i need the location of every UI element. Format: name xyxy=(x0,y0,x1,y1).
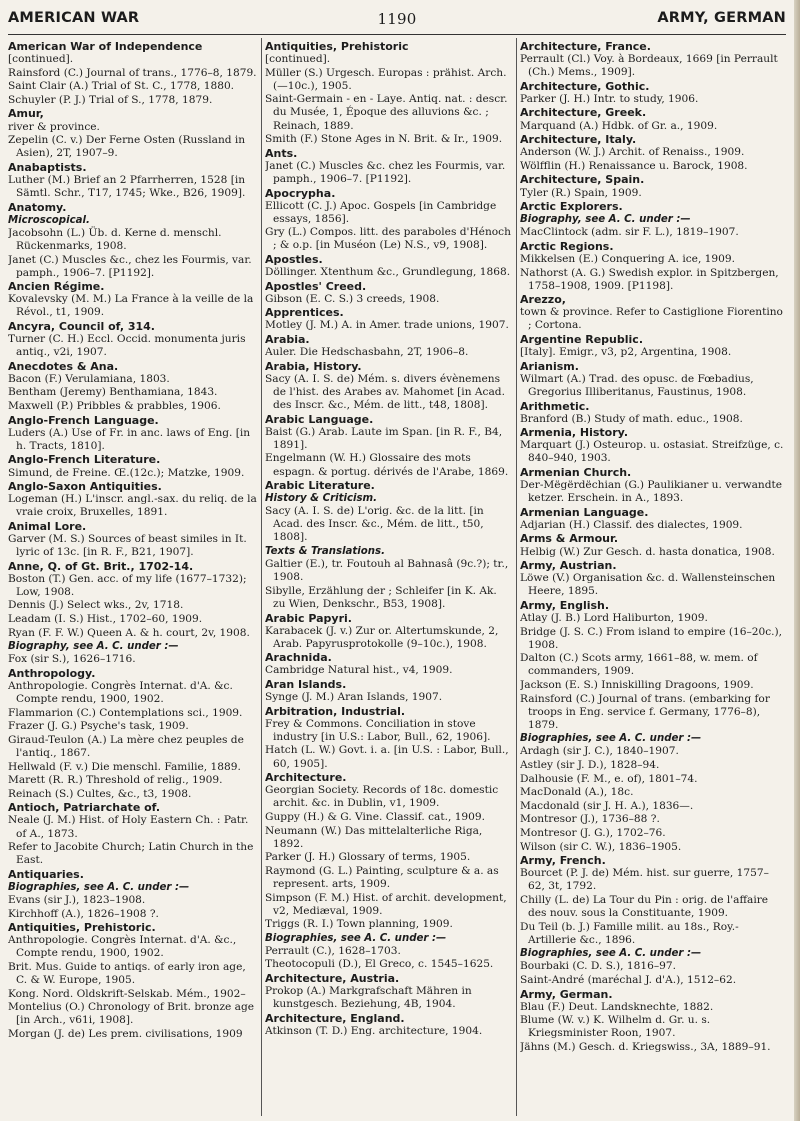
catalogue-entry: Ellicott (C. J.) Apoc. Gospels [in Cambridge essays, 1856]. xyxy=(265,199,497,225)
catalogue-entry: Prokop (A.) Markgrafschaft Mähren in kunstgesch. Beziehung, 4B, 1904. xyxy=(265,985,472,1011)
catalogue-entry: Kong. Nord. Oldskrift-Selskab. Mém., 1902– xyxy=(8,987,246,1000)
catalogue-entry: Ardagh (sir J. C.), 1840–1907. xyxy=(520,745,679,758)
catalogue-entry: Anthropologie. Congrès Internat. d'A. &c. Compte rendu, 1900, 1902. xyxy=(8,680,233,706)
subject-heading: Anglo-French Language. xyxy=(8,413,159,427)
catalogue-entry: Karabacek (J. v.) Zur or. Altertumskunde, 2, Arab. Papyrusprotokolle (9–10c.), 1908. xyxy=(265,624,499,650)
catalogue-entry: Marquand (A.) Hdbk. of Gr. a., 1909. xyxy=(520,119,718,132)
catalogue-entry: Janet (C.) Muscles &c. chez les Fourmis, var. pamph., 1906–7. [P1192]. xyxy=(265,159,506,185)
subject-heading: Animal Lore. xyxy=(8,519,87,533)
catalogue-entry: Simund, de Freine. Œ.(12c.); Matzke, 1909. xyxy=(8,466,245,479)
catalogue-entry: Synge (J. M.) Aran Islands, 1907. xyxy=(265,691,443,704)
catalogue-entry: Du Teil (b. J.) Famille milit. au 18s., Roy.-Artillerie &c., 1896. xyxy=(520,920,739,946)
subject-heading: Arezzo, xyxy=(520,293,566,307)
subject-heading: Arabic Papyri. xyxy=(265,611,352,625)
catalogue-entry: [continued]. xyxy=(8,53,74,66)
subject-heading: Antiquities, Prehistoric xyxy=(265,40,409,53)
subject-heading: Arithmetic. xyxy=(520,399,590,413)
catalogue-entry: Saint-Germain - en - Laye. Antiq. nat. : descr. du Musée, 1, Époque des alluvions &c. ; Reinach, 1889. xyxy=(265,93,508,132)
subject-heading: Anglo-French Literature. xyxy=(8,453,161,467)
catalogue-entry: Sibylle, Erzählung der ; Schleifer [in K. Ak. zu Wien, Denkschr., B53, 1908]. xyxy=(265,584,497,610)
subject-heading: Arabic Language. xyxy=(265,412,374,426)
catalogue-entry: MacClintock (adm. sir F. L.), 1819–1907. xyxy=(520,226,739,239)
catalogue-entry: Flammarion (C.) Contemplations sci., 1909. xyxy=(8,706,243,719)
catalogue-entry: Simpson (F. M.) Hist. of archit. development, v2, Mediæval, 1909. xyxy=(265,891,507,917)
catalogue-entry: Luders (A.) Use of Fr. in anc. laws of Eng. [in h. Tracts, 1810]. xyxy=(8,426,251,452)
subject-heading: Apprentices. xyxy=(265,306,344,320)
header-right-title: ARMY, GERMAN xyxy=(657,10,786,26)
subject-heading: Apostles. xyxy=(265,253,323,266)
catalogue-entry: Reinach (S.) Cultes, &c., t3, 1908. xyxy=(8,787,192,800)
catalogue-entry: Baist (G.) Arab. Laute im Span. [in R. F., B4, 1891]. xyxy=(265,425,503,451)
catalogue-entry: Perrault (C.), 1628–1703. xyxy=(265,944,401,957)
subject-heading: Antioch, Patriarchate of. xyxy=(8,801,161,815)
catalogue-entry: Auler. Die Hedschasbahn, 2T, 1906–8. xyxy=(265,346,469,359)
catalogue-entry: Mikkelsen (E.) Conquering A. ice, 1909. xyxy=(520,253,736,265)
catalogue-entry: Saint Clair (A.) Trial of St. C., 1778, 1880. xyxy=(8,80,235,93)
subject-heading: Anatomy. xyxy=(8,200,67,214)
catalogue-entry: Rainsford (C.) Journal of trans., 1776–8, 1879. xyxy=(8,66,257,79)
running-header xyxy=(8,10,786,32)
catalogue-entry: Bridge (J. S. C.) From island to empire (16–20c.), 1908. xyxy=(520,625,783,651)
catalogue-entry: town & province. Refer to Castiglione Fiorentino ; Cortona. xyxy=(520,306,783,332)
catalogue-entry: Gry (L.) Compos. litt. des paraboles d'Hénoch ; & o.p. [in Muséon (Le) N.S., v9, 1908]. xyxy=(265,226,511,252)
catalogue-entry: Janet (C.) Muscles &c., chez les Fourmis, var. pamph., 1906–7. [P1192]. xyxy=(8,253,252,279)
subject-heading: Architecture, Austria. xyxy=(265,972,400,986)
catalogue-entry: Tyler (R.) Spain, 1909. xyxy=(520,186,642,199)
subject-heading: Antiquities, Prehistoric. xyxy=(8,921,156,935)
catalogue-entry: Der-Mëgërdëchian (G.) Paulikianer u. verwandte ketzer. Erschein. in A., 1893. xyxy=(520,479,783,505)
subject-heading: Antiquaries. xyxy=(8,867,84,881)
catalogue-entry: Theotocopuli (D.), El Greco, c. 1545–1625. xyxy=(265,958,494,971)
catalogue-entry: Anderson (W. J.) Archit. of Renaiss., 1909. xyxy=(520,146,745,159)
catalogue-entry: Chilly (L. de) La Tour du Pin : orig. de l'affaire des nouv. sous la Constituante, 1909. xyxy=(520,894,769,920)
sub-heading: History & Criticism. xyxy=(265,493,378,505)
catalogue-entry: Nathorst (A. G.) Swedish explor. in Spitzbergen, 1758–1908, 1909. [P1198]. xyxy=(520,266,779,292)
catalogue-entry: Hellwald (F. v.) Die menschl. Familie, 1889. xyxy=(8,760,241,773)
catalogue-entry: Neale (J. M.) Hist. of Holy Eastern Ch. : Patr. of A., 1873. xyxy=(8,814,249,840)
subject-heading: Anecdotes & Ana. xyxy=(8,359,119,373)
catalogue-entry: Dennis (J.) Select wks., 2v, 1718. xyxy=(8,599,184,612)
subject-heading: Apostles' Creed. xyxy=(265,279,367,293)
catalogue-entry: Bourbaki (C. D. S.), 1816–97. xyxy=(520,960,676,973)
catalogue-entry: Dalton (C.) Scots army, 1661–88, w. mem. of commanders, 1909. xyxy=(520,652,758,678)
catalogue-entry: Atkinson (T. D.) Eng. architecture, 1904. xyxy=(265,1024,483,1037)
catalogue-entry: Neumann (W.) Das mittelalterliche Riga, 1892. xyxy=(265,824,483,850)
catalogue-entry: Löwe (V.) Organisation &c. d. Wallensteinschen Heere, 1895. xyxy=(520,572,776,598)
catalogue-entry: Gibson (E. C. S.) 3 creeds, 1908. xyxy=(265,292,440,305)
subject-heading: Arctic Explorers. xyxy=(520,200,623,214)
subject-heading: Architecture, Gothic. xyxy=(520,79,650,93)
catalogue-entry: Macdonald (sir J. H. A.), 1836—. xyxy=(520,799,694,812)
column-divider xyxy=(516,38,517,1116)
catalogue-entry: Marett (R. R.) Threshold of relig., 1909. xyxy=(8,774,223,787)
catalogue-entry: Astley (sir J. D.), 1828–94. xyxy=(520,759,660,772)
subject-heading: Anne, Q. of Gt. Brit., 1702-14. xyxy=(8,559,194,573)
catalogue-entry: Boston (T.) Gen. acc. of my life (1677–1732); Low, 1908. xyxy=(8,572,247,598)
catalogue-entry: Kirchhoff (A.), 1826–1908 ?. xyxy=(8,907,159,920)
subject-heading: Arctic Regions. xyxy=(520,239,614,253)
sub-heading: Biography, see A. C. under :— xyxy=(8,641,179,653)
catalogue-entry: Motley (J. M.) A. in Amer. trade unions, 1907. xyxy=(265,319,509,332)
subject-heading: Architecture, Italy. xyxy=(520,133,637,147)
catalogue-entry: Blau (F.) Deut. Landsknechte, 1882. xyxy=(520,1000,714,1013)
subject-heading: Anglo-Saxon Antiquities. xyxy=(8,480,162,494)
catalogue-entry: Branford (B.) Study of math. educ., 1908. xyxy=(520,412,743,425)
column-3 xyxy=(520,40,784,1115)
catalogue-entry: Zepelin (C. v.) Der Ferne Osten (Russland in Asien), 2T, 1907–9. xyxy=(8,134,246,160)
header-left-title: AMERICAN WAR xyxy=(8,10,140,26)
subject-heading: Anabaptists. xyxy=(8,160,87,174)
catalogue-entry: Morgan (J. de) Les prem. civilisations, 1909 xyxy=(8,1027,243,1040)
subject-heading: Amur, xyxy=(8,107,44,121)
subject-heading: Ants. xyxy=(265,146,298,160)
subject-heading: Army, English. xyxy=(520,598,610,612)
catalogue-entry: river & province. xyxy=(8,120,100,133)
catalogue-entry: Fox (sir S.), 1626–1716. xyxy=(8,653,136,666)
subject-heading: American War of Independence xyxy=(8,40,203,53)
sub-heading: Biography, see A. C. under :— xyxy=(520,214,691,226)
column-divider xyxy=(261,38,262,1116)
catalogue-entry: Sacy (A. I. S. de) Mém. s. divers évènemens de l'hist. des Arabes av. Mahomet [in Acad. des Inscr. &c., Mém. de litt., t48, 1808]. xyxy=(265,372,505,412)
catalogue-entry: Smith (F.) Stone Ages in N. Brit. & Ir., 1909. xyxy=(265,133,503,146)
sub-heading: Texts & Translations. xyxy=(265,546,385,558)
catalogue-entry: Maxwell (P.) Pribbles & prabbles, 1906. xyxy=(8,400,221,413)
catalogue-entry: Georgian Society. Records of 18c. domestic archit. &c. in Dublin, v1, 1909. xyxy=(265,784,499,810)
catalogue-entry: Frey & Commons. Conciliation in stove industry [in U.S.: Labor, Bull., 62, 1906]. xyxy=(265,717,491,743)
subject-heading: Argentine Republic. xyxy=(520,333,644,347)
catalogue-entry: Perrault (Cl.) Voy. à Bordeaux, 1669 [in Perrault (Ch.) Mems., 1909]. xyxy=(520,53,778,79)
subject-heading: Aran Islands. xyxy=(265,678,347,691)
catalogue-entry: Wölfflin (H.) Renaissance u. Barock, 1908. xyxy=(520,159,748,172)
catalogue-entry: Engelmann (W. H.) Glossaire des mots espagn. & portug. dérivés de l'Arabe, 1869. xyxy=(265,452,509,478)
catalogue-entry: Jähns (M.) Gesch. d. Kriegswiss., 3A, 1889–91. xyxy=(520,1041,771,1054)
catalogue-entry: Bentham (Jeremy) Benthamiana, 1843. xyxy=(8,386,218,399)
catalogue-entry: Rainsford (C.) Journal of trans. (embarking for troops in Eng. service f. Germany, 1776–8), 1879. xyxy=(520,692,770,731)
catalogue-entry: Montelius (O.) Chronology of Brit. bronze age [in Arch., v61i, 1908]. xyxy=(8,1001,255,1027)
catalogue-entry: Bacon (F.) Verulamiana, 1803. xyxy=(8,372,170,385)
catalogue-entry: Kovalevsky (M. M.) La France à la veille de la Révol., t1, 1909. xyxy=(8,293,254,319)
subject-heading: Ancien Régime. xyxy=(8,280,105,294)
subject-heading: Ancyra, Council of, 314. xyxy=(8,319,155,333)
subject-heading: Army, German. xyxy=(520,987,613,1001)
sub-heading: Biographies, see A. C. under :— xyxy=(8,881,190,893)
catalogue-entry: Turner (C. H.) Eccl. Occid. monumenta juris antiq., v2i, 1907. xyxy=(8,333,246,359)
catalogue-entry: [Italy]. Emigr., v3, p2, Argentina, 1908. xyxy=(520,346,732,359)
sub-heading: Biographies, see A. C. under :— xyxy=(520,948,702,960)
catalogue-entry: Garver (M. S.) Sources of beast similes in It. lyric of 13c. [in R. F., B21, 1907]. xyxy=(8,532,247,559)
catalogue-entry: Hatch (L. W.) Govt. i. a. [in U.S. : Labor, Bull., 60, 1905]. xyxy=(265,744,509,770)
catalogue-entry: Triggs (R. I.) Town planning, 1909. xyxy=(265,918,453,931)
subject-heading: Army, Austrian. xyxy=(520,559,617,573)
subject-heading: Arachnida. xyxy=(265,651,332,665)
catalogue-entry: Galtier (E.), tr. Foutouh al Bahnasâ (9c.?); tr., 1908. xyxy=(265,558,509,584)
catalogue-entry: Jackson (E. S.) Inniskilling Dragoons, 1909. xyxy=(520,679,754,691)
catalogue-entry: Schuyler (P. J.) Trial of S., 1778, 1879. xyxy=(8,93,213,106)
catalogue-entry: Saint-André (maréchal J. d'A.), 1512–62. xyxy=(520,974,737,987)
catalogue-entry: Montresor (J. G.), 1702–76. xyxy=(520,827,666,840)
catalogue-entry: Helbig (W.) Zur Gesch. d. hasta donatica, 1908. xyxy=(520,545,775,558)
subject-heading: Army, French. xyxy=(520,854,606,868)
subject-heading: Architecture, Spain. xyxy=(520,173,645,187)
catalogue-entry: Refer to Jacobite Church; Latin Church in the East. xyxy=(8,841,254,867)
subject-heading: Apocrypha. xyxy=(265,186,336,200)
page-number: 1190 xyxy=(377,10,417,28)
catalogue-entry: Luther (M.) Brief an 2 Pfarrherren, 1528 [in Sämtl. Schr., T17, 1745; Wke., B26, 1909]. xyxy=(8,173,246,200)
header-rule xyxy=(8,34,786,35)
catalogue-entry: Evans (sir J.), 1823–1908. xyxy=(8,894,146,906)
column-1 xyxy=(8,40,257,1115)
catalogue-entry: Frazer (J. G.) Psyche's task, 1909. xyxy=(8,720,189,733)
subject-heading: Arabia, History. xyxy=(265,359,362,373)
sub-heading: Biographies, see A. C. under :— xyxy=(265,932,447,944)
catalogue-entry: MacDonald (A.), 18c. xyxy=(520,786,634,799)
catalogue-entry: [continued]. xyxy=(265,53,331,66)
catalogue-entry: Leadam (I. S.) Hist., 1702–60, 1909. xyxy=(8,613,203,626)
catalogue-entry: Parker (J. H.) Glossary of terms, 1905. xyxy=(265,851,471,864)
subject-heading: Architecture, Greek. xyxy=(520,106,647,120)
catalogue-entry: Giraud-Teulon (A.) La mère chez peuples de l'antiq., 1867. xyxy=(8,733,244,759)
page-edge-shadow xyxy=(794,0,800,1121)
subject-heading: Architecture, France. xyxy=(520,40,651,53)
subject-heading: Architecture, England. xyxy=(265,1011,405,1025)
subject-heading: Arms & Armour. xyxy=(520,532,619,546)
subject-heading: Arianism. xyxy=(520,359,579,373)
sub-heading: Microscopical. xyxy=(8,214,90,226)
catalogue-entry: Cambridge Natural hist., v4, 1909. xyxy=(265,664,453,677)
catalogue-entry: Ryan (F. F. W.) Queen A. & h. court, 2v, 1908. xyxy=(8,626,250,639)
subject-heading: Armenia, History. xyxy=(520,426,628,440)
catalogue-entry: Müller (S.) Urgesch. Europas : prähist. Arch. (—10c.), 1905. xyxy=(265,66,507,92)
column-2 xyxy=(265,40,512,1115)
subject-heading: Armenian Language. xyxy=(520,505,649,519)
catalogue-entry: Anthropologie. Congrès Internat. d'A. &c., Compte rendu, 1900, 1902. xyxy=(8,934,237,960)
catalogue-entry: Atlay (J. B.) Lord Haliburton, 1909. xyxy=(520,612,708,625)
subject-heading: Arabic Literature. xyxy=(265,479,375,493)
catalogue-entry: Parker (J. H.) Intr. to study, 1906. xyxy=(520,92,699,105)
catalogue-entry: Blume (W. v.) K. Wilhelm d. Gr. u. s. Kriegsminister Roon, 1907. xyxy=(520,1014,711,1040)
catalogue-entry: Brit. Mus. Guide to antiqs. of early iron age, C. & W. Europe, 1905. xyxy=(8,960,246,987)
catalogue-entry: Wilson (sir C. W.), 1836–1905. xyxy=(520,840,682,853)
sub-heading: Biographies, see A. C. under :— xyxy=(520,733,702,745)
catalogue-entry: Jacobsohn (L.) Üb. d. Kerne d. menschl. Rückenmarks, 1908. xyxy=(8,226,222,252)
catalogue-entry: Marquart (J.) Osteurop. u. ostasiat. Streifzüge, c. 840–940, 1903. xyxy=(520,439,784,465)
catalogue-entry: Raymond (G. L.) Painting, sculpture & a. as represent. arts, 1909. xyxy=(265,864,499,890)
catalogue-entry: Döllinger. Xtenthum &c., Grundlegung, 1868. xyxy=(265,266,511,279)
subject-heading: Arabia. xyxy=(265,333,310,347)
catalogue-entry: Wilmart (A.) Trad. des opusc. de Fœbadius, Gregorius Illiberitanus, Faustinus, 1908. xyxy=(520,372,754,398)
catalogue-entry: Montresor (J.), 1736–88 ?. xyxy=(520,813,660,826)
catalogue-entry: Guppy (H.) & G. Vine. Classif. cat., 1909. xyxy=(265,810,486,823)
subject-heading: Arbitration, Industrial. xyxy=(265,704,406,718)
catalogue-entry: Dalhousie (F. M., e. of), 1801–74. xyxy=(520,772,698,785)
catalogue-entry: Logeman (H.) L'inscr. angl.-sax. du reliq. de la vraie croix, Bruxelles, 1891. xyxy=(8,493,257,519)
subject-heading: Armenian Church. xyxy=(520,466,632,479)
subject-heading: Architecture. xyxy=(265,771,347,785)
catalogue-entry: Adjarian (H.) Classif. des dialectes, 1909. xyxy=(520,518,743,531)
subject-heading: Anthropology. xyxy=(8,666,96,680)
catalogue-entry: Sacy (A. I. S. de) L'orig. &c. de la litt. [in Acad. des Inscr. &c., Mém. de litt., t50, 1808]. xyxy=(265,505,484,544)
catalogue-entry: Bourcet (P. J. de) Mém. hist. sur guerre, 1757–62, 3t, 1792. xyxy=(520,867,769,893)
